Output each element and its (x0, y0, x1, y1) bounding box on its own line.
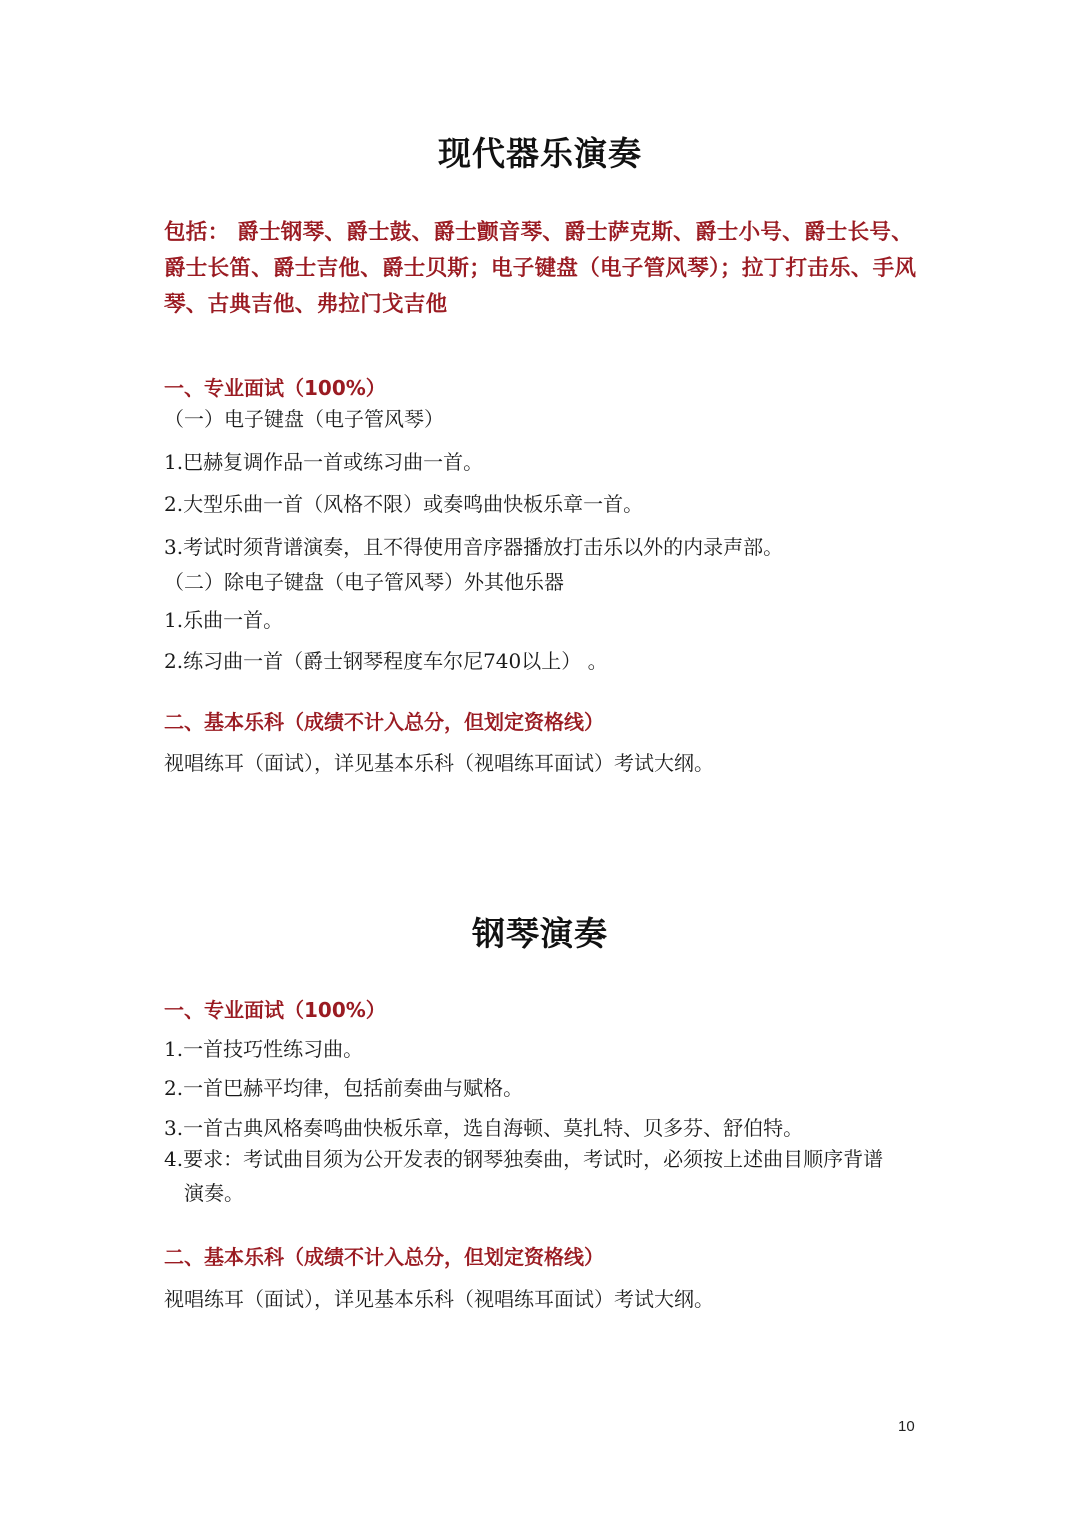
list-item: 1.一首技巧性练习曲。 (164, 1037, 364, 1061)
basic-music-description: 视唱练耳（面试），详见基本乐科（视唱练耳面试）考试大纲。 (164, 1287, 714, 1311)
list-item: 1.巴赫复调作品一首或练习曲一首。 (164, 450, 484, 474)
section-title-piano: 钢琴演奏 (472, 914, 608, 953)
page-number: 10 (898, 1418, 915, 1435)
subheading-other-instruments: （二）除电子键盘（电子管风琴）外其他乐器 (164, 570, 564, 594)
list-item: 2.大型乐曲一首（风格不限）或奏鸣曲快板乐章一首。 (164, 492, 644, 516)
section-title-modern-instruments: 现代器乐演奏 (438, 134, 642, 173)
list-item: 2.一首巴赫平均律，包括前奏曲与赋格。 (164, 1076, 524, 1100)
heading-basic-music: 二、基本乐科（成绩不计入总分，但划定资格线） (164, 1245, 604, 1269)
requirements-line-2: 演奏。 (184, 1181, 244, 1205)
heading-professional-interview: 一、专业面试（100%） (164, 376, 386, 400)
list-item-requirements (164, 1142, 924, 1210)
list-item: 2.练习曲一首（爵士钢琴程度车尔尼740以上） 。 (164, 649, 608, 673)
included-instruments-list: 包括： 爵士钢琴、爵士鼓、爵士颤音琴、爵士萨克斯、爵士小号、爵士长号、爵士长笛、爵士吉他、爵士贝斯；电子键盘（电子管风琴）；拉丁打击乐、手风琴、古典吉他、弗拉门戈吉他 (164, 220, 917, 317)
heading-professional-interview: 一、专业面试（100%） (164, 998, 386, 1022)
basic-music-description: 视唱练耳（面试），详见基本乐科（视唱练耳面试）考试大纲。 (164, 751, 714, 775)
subheading-electronic-keyboard: （一）电子键盘（电子管风琴） (164, 407, 444, 431)
list-item: 1.乐曲一首。 (164, 608, 284, 632)
requirements-line-1: 4.要求：考试曲目须为公开发表的钢琴独奏曲，考试时，必须按上述曲目顺序背谱 (164, 1147, 884, 1171)
heading-basic-music: 二、基本乐科（成绩不计入总分，但划定资格线） (164, 710, 604, 734)
list-item: 3.一首古典风格奏鸣曲快板乐章，选自海顿、莫扎特、贝多芬、舒伯特。 (164, 1116, 804, 1140)
list-item: 3.考试时须背谱演奏，且不得使用音序器播放打击乐以外的内录声部。 (164, 535, 784, 559)
